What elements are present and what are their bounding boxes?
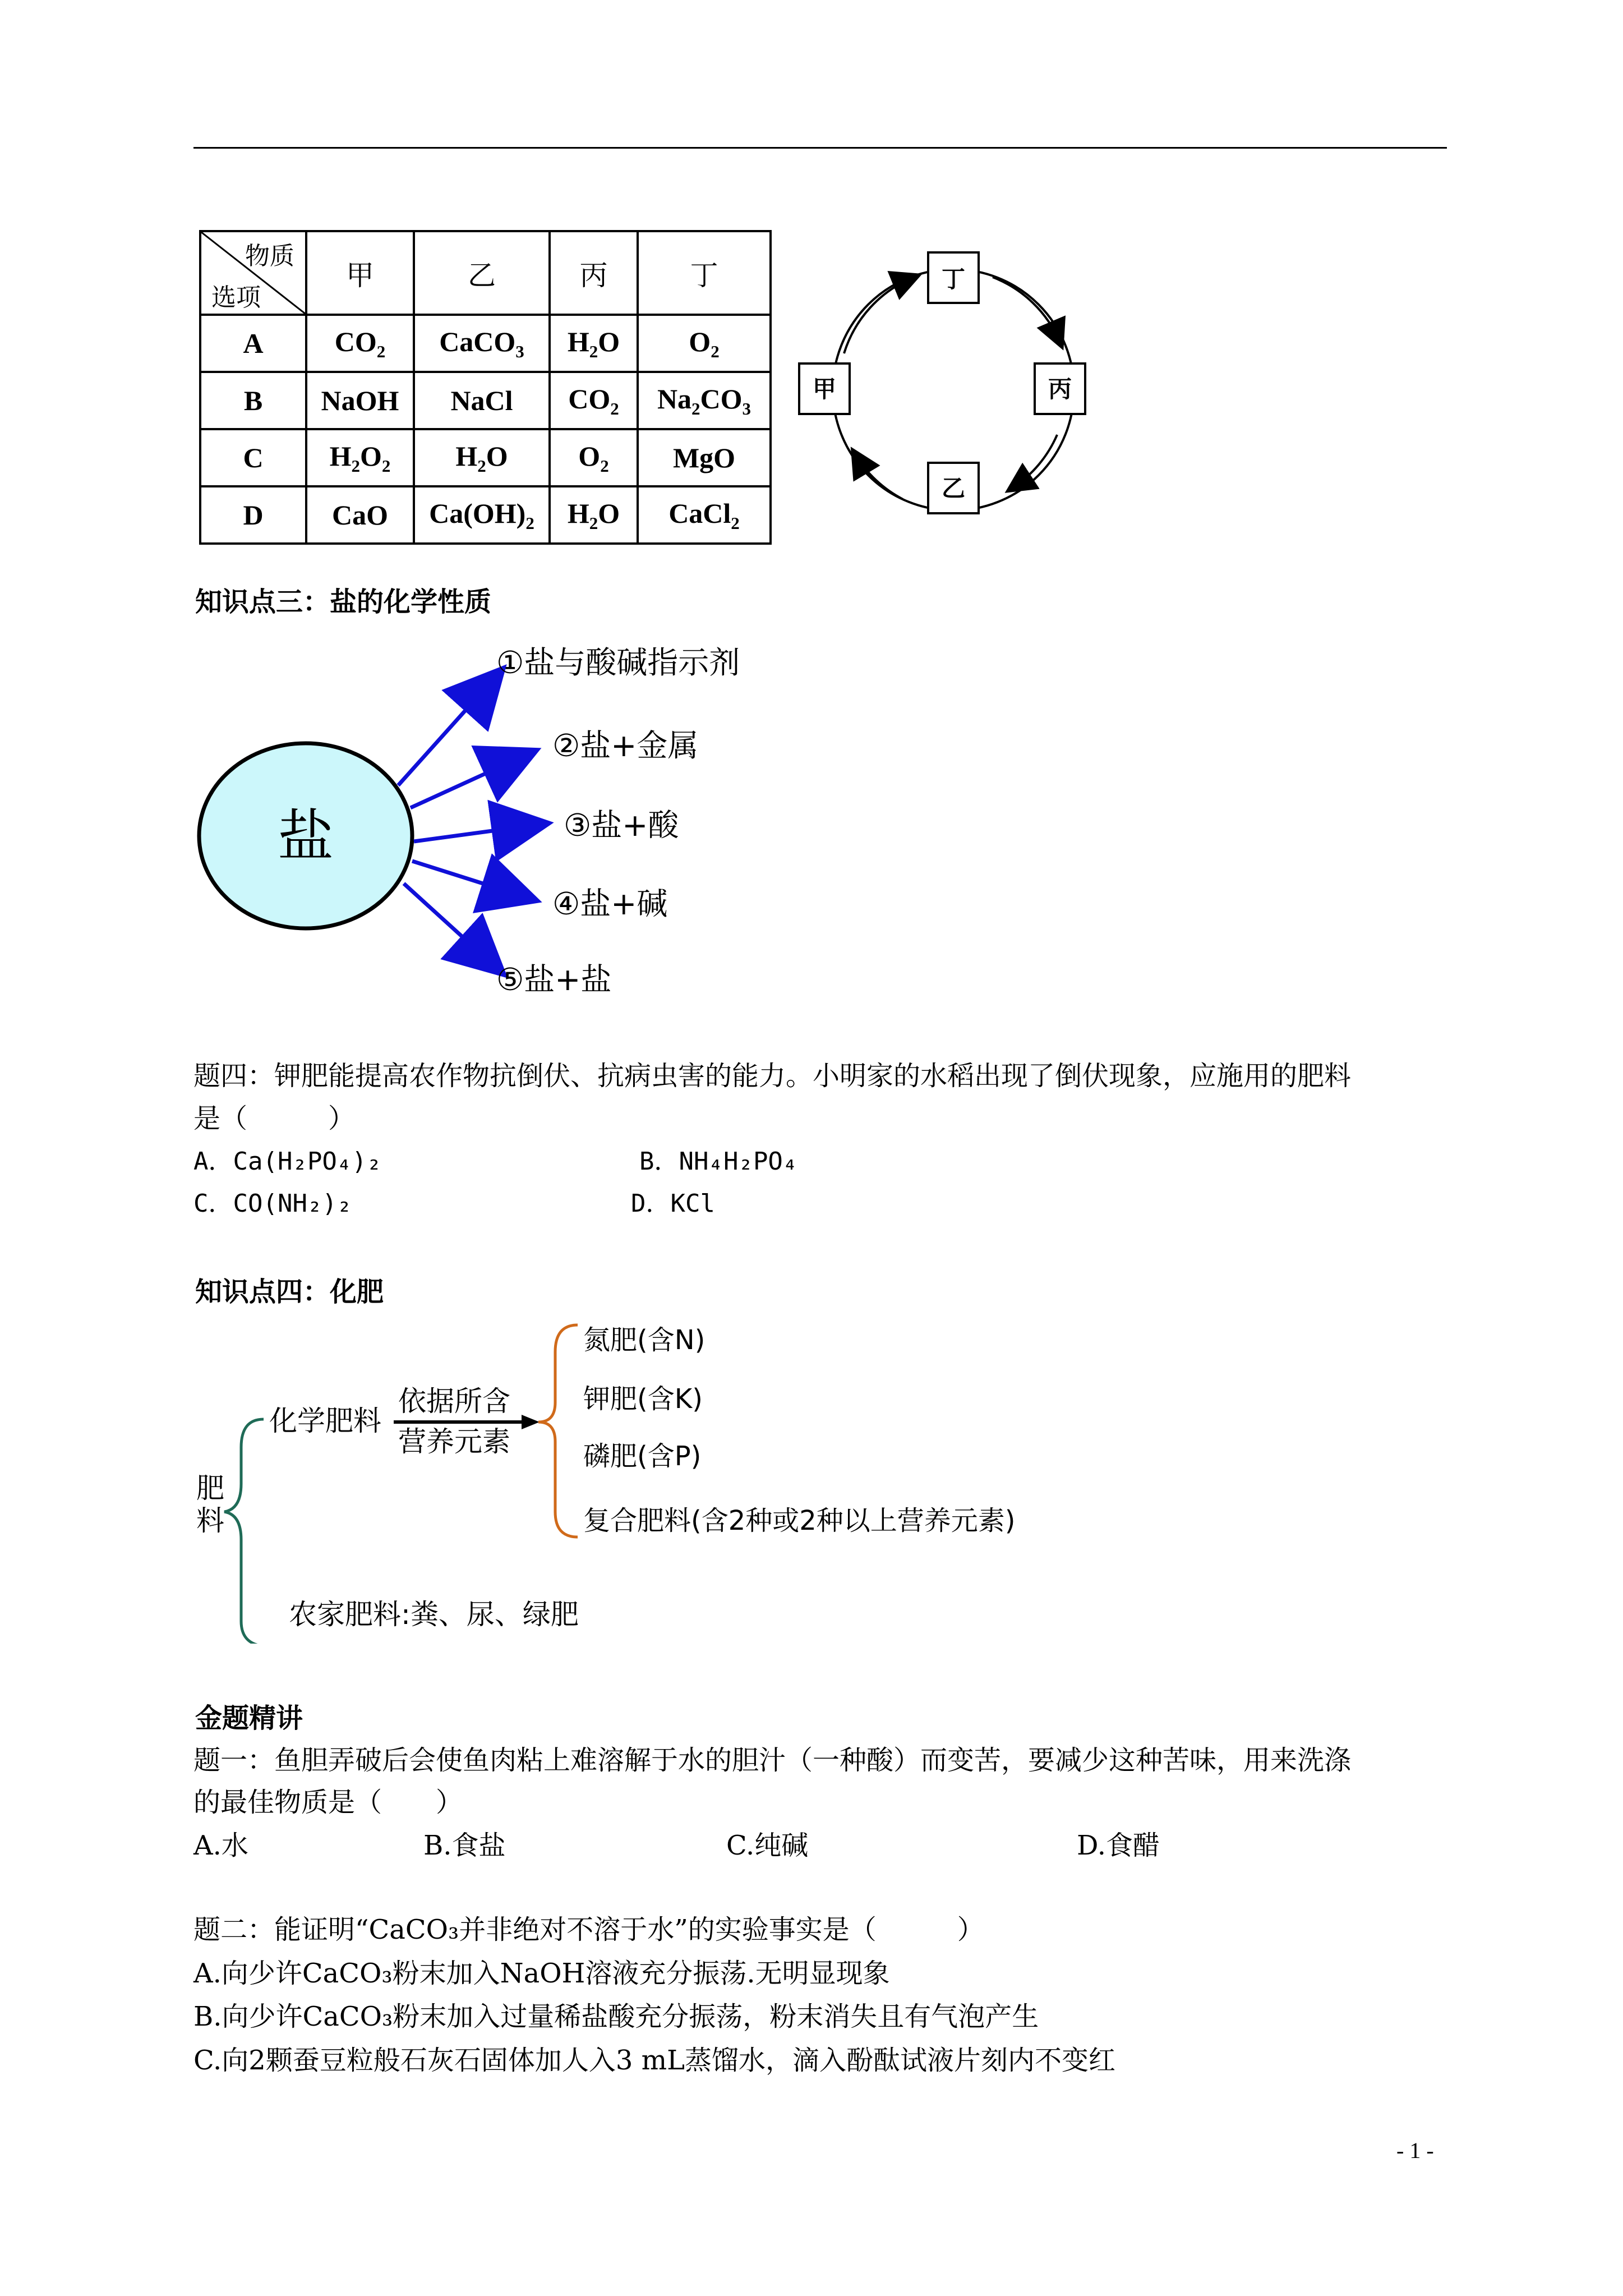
col-header: 丁 (638, 231, 771, 315)
section4-heading: 知识点四：化肥 (195, 1276, 384, 1308)
option-cell: A (200, 315, 306, 372)
farm-fertilizer-label: 农家肥料:粪、尿、绿肥 (289, 1598, 579, 1631)
formula-cell: $H_2O$ (414, 429, 550, 486)
gold-q2-option-c: C.向2颗蚕豆粒般石灰石固体加人入3 mL蒸馏水，滴入酚酞试液片刻内不变红 (193, 2045, 1116, 2076)
q4-text-line1: 题四：钾肥能提高农作物抗倒伏、抗病虫害的能力。小明家的水稻出现了倒伏现象，应施用的肥料 (193, 1060, 1352, 1092)
table-row (200, 372, 771, 429)
gold-q2-option-a: A.向少许CaCO₃粉末加入NaOH溶液充分振荡.无明显现象 (193, 1958, 890, 1989)
q4-option-c: C．CO(NH₂)₂ (193, 1189, 352, 1218)
option-cell: D (200, 486, 306, 544)
formula-cell: $O_2$ (550, 429, 638, 486)
gold-q2-line1: 题二：能证明“CaCO₃并非绝对不溶于水”的实验事实是（ ） (193, 1914, 984, 1945)
salt-property-1: ①盐与酸碱指示剂 (496, 645, 740, 680)
fertilizer-type-p: 磷肥(含P) (583, 1441, 702, 1472)
table-row (200, 315, 771, 372)
gold-q1-option-b: B.食盐 (423, 1830, 506, 1861)
salt-property-5: ⑤盐+盐 (496, 961, 612, 997)
fertilizer-root-char1: 肥 (196, 1472, 224, 1504)
fertilizer-type-compound: 复合肥料(含2种或2种以上营养元素) (583, 1505, 1016, 1536)
table-row (200, 429, 771, 486)
formula-cell: $Ca(OH)_2$ (414, 486, 550, 544)
section3-heading: 知识点三：盐的化学性质 (195, 586, 492, 618)
cycle-node-left (799, 364, 850, 414)
q4-text-line2: 是（ ） (193, 1103, 356, 1134)
basis-label-2: 营养元素 (398, 1425, 510, 1458)
col-header: 丙 (550, 231, 638, 315)
cycle-node-bottom (928, 463, 979, 513)
formula-cell: NaCl (414, 372, 550, 429)
formula-cell: $O_2$ (638, 315, 771, 372)
col-header: 甲 (306, 231, 414, 315)
page-number: - 1 - (1396, 2138, 1434, 2163)
fertilizer-type-k: 钾肥(含K) (583, 1383, 703, 1415)
formula-cell: $H_2O$ (550, 315, 638, 372)
gold-q1-option-c: C.纯碱 (726, 1830, 809, 1861)
svg-text:丙: 丙 (1048, 375, 1072, 403)
formula-cell: CaCO$_3$ (414, 315, 550, 372)
option-cell: B (200, 372, 306, 429)
formula-cell: CaO (306, 486, 414, 544)
gold-q1-line2: 的最佳物质是（ ） (193, 1787, 463, 1818)
substance-table (199, 230, 772, 545)
chem-fertilizer-label: 化学肥料 (269, 1405, 381, 1437)
salt-property-4: ④盐+碱 (552, 886, 668, 922)
basis-label-1: 依据所含 (398, 1385, 510, 1418)
fertilizer-root-char2: 料 (196, 1504, 224, 1537)
cycle-node-right (1035, 364, 1085, 414)
gold-q2-option-b: B.向少许CaCO₃粉末加入过量稀盐酸充分振荡，粉末消失且有气泡产生 (193, 2001, 1039, 2032)
gold-q1-option-d: D.食醋 (1077, 1830, 1160, 1861)
formula-cell: $Na_2CO_3$ (638, 372, 771, 429)
q4-option-b: B．NH₄H₂PO₄ (639, 1147, 798, 1176)
header-rule (193, 147, 1447, 149)
formula-cell: CaCl$_2$ (638, 486, 771, 544)
fertilizer-diagram (191, 1318, 1088, 1644)
q4-option-d: D．KCl (631, 1189, 715, 1218)
svg-text:甲: 甲 (812, 375, 837, 403)
salt-property-2: ②盐+金属 (552, 728, 699, 763)
gold-heading: 金题精讲 (195, 1703, 303, 1734)
table-row (200, 486, 771, 544)
formula-cell: $H_2O_2$ (306, 429, 414, 486)
table-corner-cell (200, 231, 306, 315)
col-header: 乙 (414, 231, 550, 315)
corner-top-label: 物质 (245, 242, 294, 270)
gold-q1-line1: 题一：鱼胆弄破后会使鱼肉粘上难溶解于水的胆汁（一种酸）而变苦，要减少这种苦味，用来洗涤 (193, 1745, 1352, 1776)
corner-bottom-label: 选项 (211, 283, 261, 312)
svg-text:乙: 乙 (941, 475, 966, 502)
formula-cell: $H_2O$ (550, 486, 638, 544)
salt-center-label: 盐 (278, 803, 334, 869)
formula-cell: $CO_2$ (550, 372, 638, 429)
option-cell: C (200, 429, 306, 486)
q4-option-a: A．Ca(H₂PO₄)₂ (193, 1147, 382, 1176)
formula-cell: MgO (638, 429, 771, 486)
cycle-node-top (928, 252, 979, 303)
formula-cell: NaOH (306, 372, 414, 429)
fertilizer-type-n: 氮肥(含N) (583, 1324, 706, 1356)
svg-text:丁: 丁 (941, 265, 966, 293)
formula-cell: $CO_2$ (306, 315, 414, 372)
cycle-diagram (791, 241, 1116, 533)
salt-property-3: ③盐+酸 (564, 807, 679, 843)
gold-q1-option-a: A.水 (193, 1830, 248, 1861)
salt-properties-diagram (191, 634, 808, 999)
